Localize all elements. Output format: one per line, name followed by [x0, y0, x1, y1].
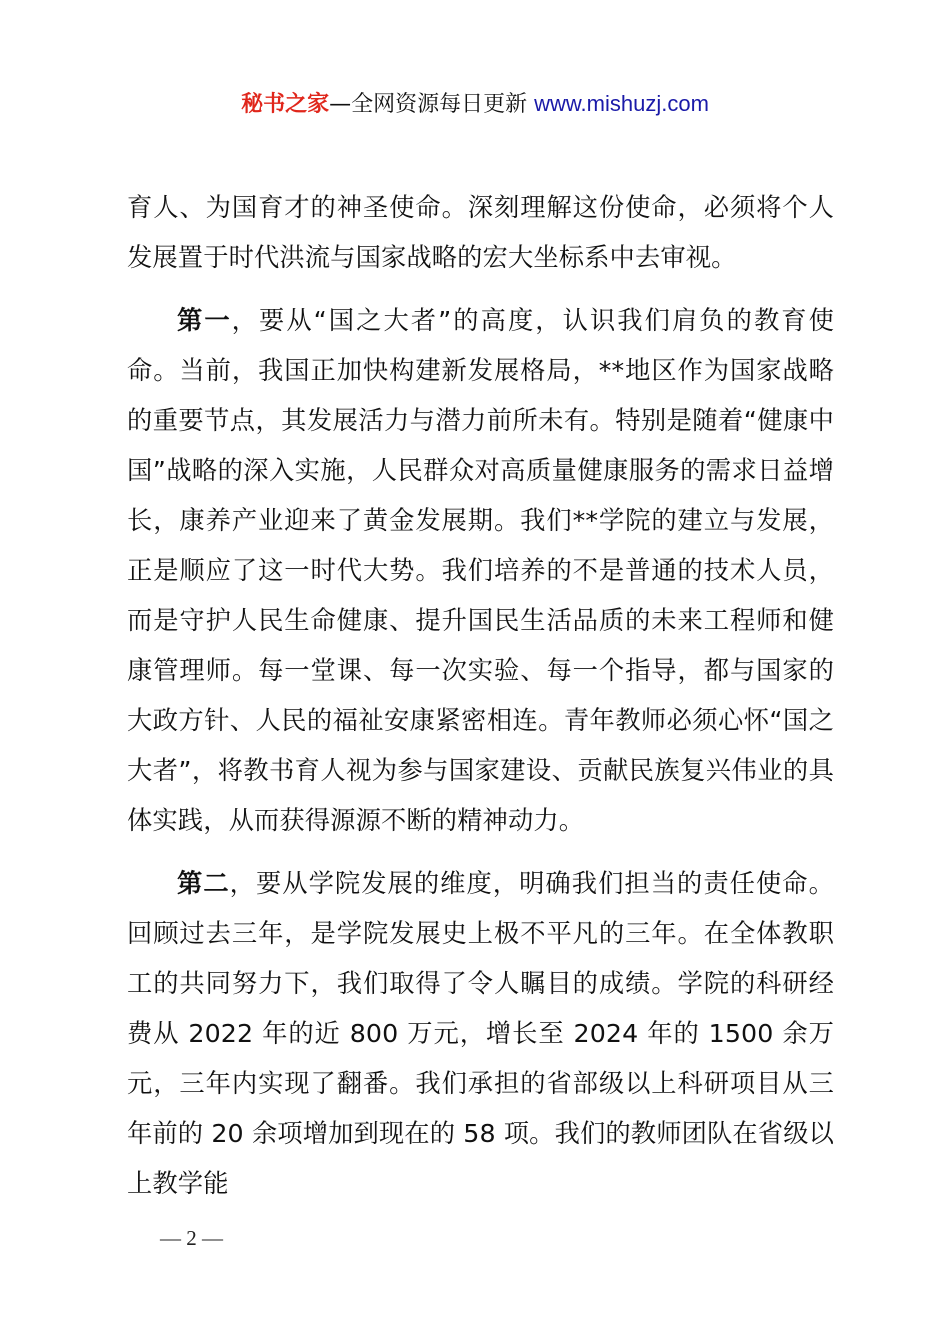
paragraph-first [127, 296, 834, 846]
header-tagline: —全网资源每日更新 [329, 92, 535, 117]
document-body [127, 183, 834, 1222]
page-number: — 2 — [160, 1226, 223, 1250]
site-url-link[interactable]: www.mishuzj.com [534, 91, 709, 116]
paragraph-text: ，要从“国之大者”的高度，认识我们肩负的教育使命。当前，我国正加快构建新发展格局，**地区作为国家战略的重要节点，其发展活力与潜力前所未有。特别是随着“健康中国”战略的深入实施，人民群众对高质量健康服务的需求日益增长，康养产业迎来了黄金发展期。我们**学院的建立与发展，正是顺应了这一时代大势。我们培养的不是普通的技术人员，而是守护人民生命健康、提升国民生活品质的未来工程师和健康管理师。每一堂课、每一次实验、每一个指导，都与国家的大政方针、人民的福祉安康紧密相连。青年教师必须心怀“国之大者”，将教书育人视为参与国家建设、贡献民族复兴伟业的具体实践，从而获得源源不断的精神动力。 [127, 306, 834, 835]
paragraph-text: ，要从学院发展的维度，明确我们担当的责任使命。回顾过去三年，是学院发展史上极不平凡的三年。在全体教职工的共同努力下，我们取得了令人瞩目的成绩。学院的科研经费从 2022 年的近 800 万元，增长至 2024 年的 1500 余万元，三年内实现了翻番。我们承担的省部级以上科研项目从三年前的 20 余项增加到现在的 58 项。我们的教师团队在省级以上教学能 [127, 869, 834, 1198]
paragraph-continuation [127, 183, 834, 283]
paragraph-second [127, 859, 834, 1209]
brand-name: 秘书之家 [241, 92, 330, 117]
watermark-header [0, 88, 950, 121]
paragraph-lead: 第二 [177, 869, 230, 898]
paragraph-lead: 第一 [177, 306, 232, 335]
paragraph-text: 育人、为国育才的神圣使命。深刻理解这份使命，必须将个人发展置于时代洪流与国家战略的宏大坐标系中去审视。 [127, 193, 834, 272]
